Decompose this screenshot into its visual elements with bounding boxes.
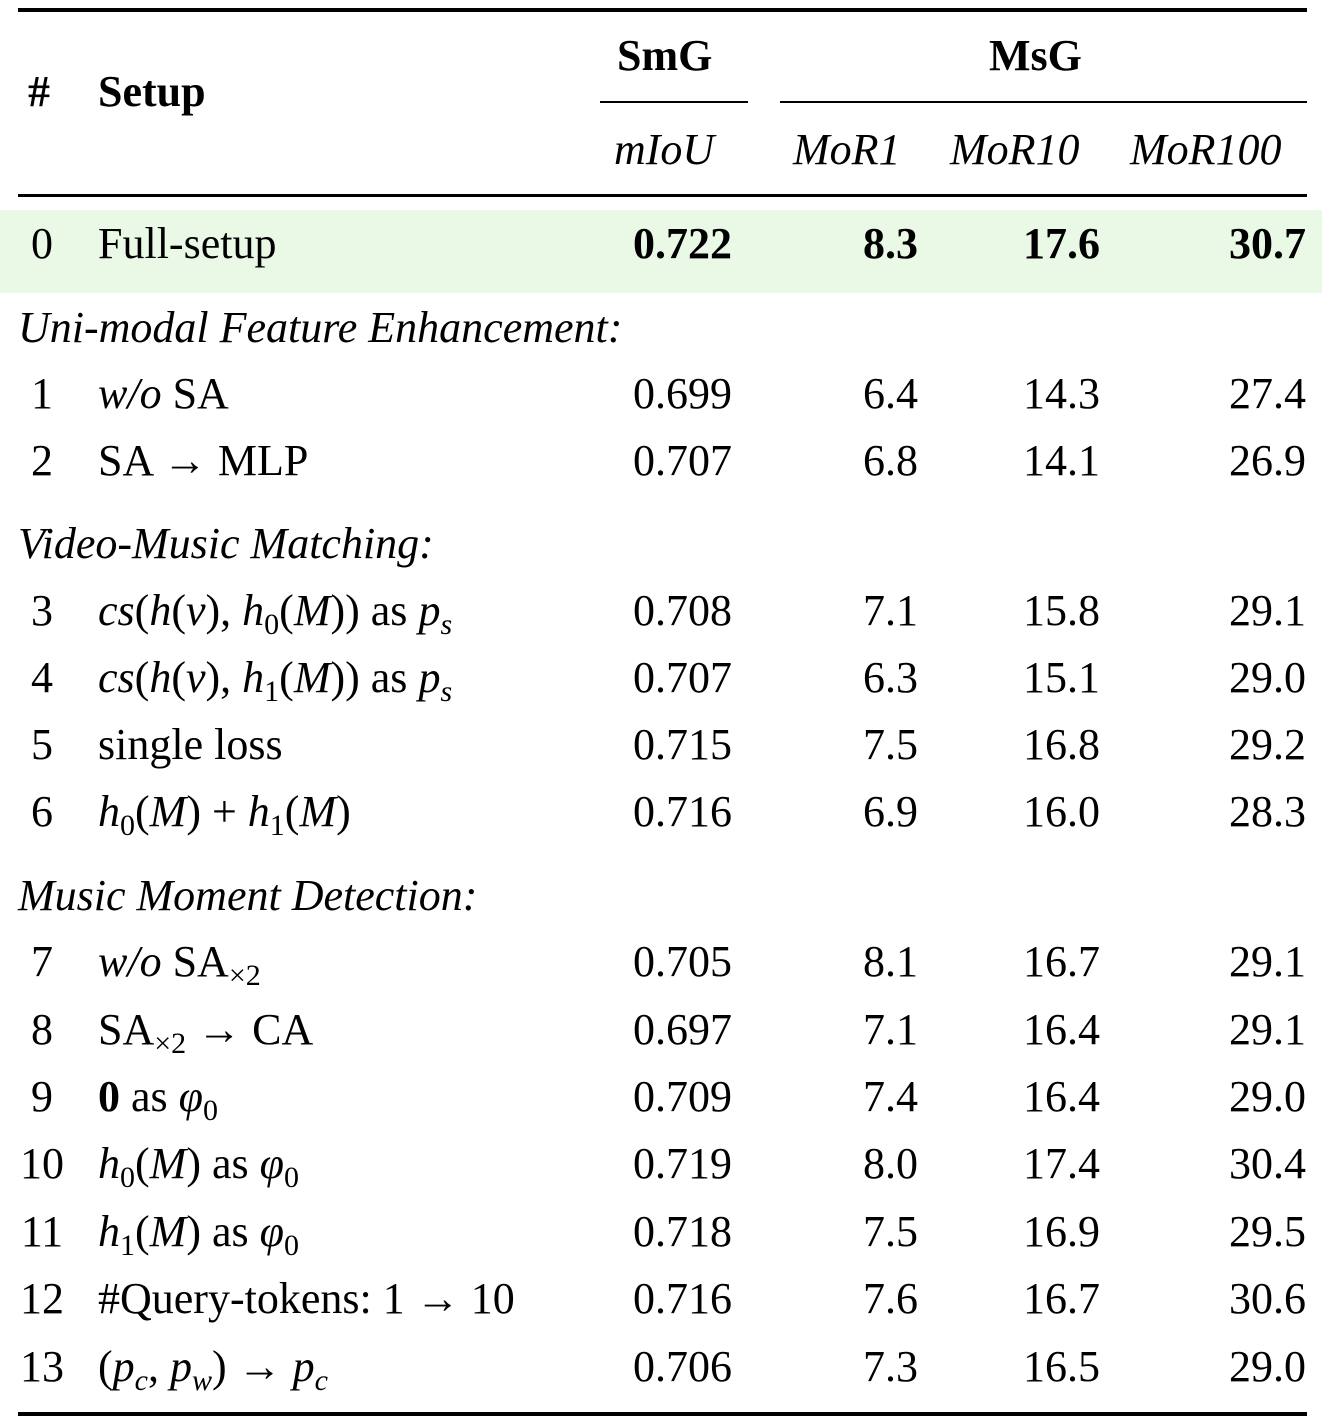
section-music-moment: Music Moment Detection:	[18, 871, 478, 920]
row-5-miou: 0.715	[633, 720, 732, 769]
section-video-music: Video-Music Matching:	[18, 519, 434, 568]
row-8-setup: $SA_{\times 2}$ → CA	[98, 1005, 314, 1060]
row-2-mor1: 6.8	[863, 436, 918, 485]
row-3-mor10: 15.8	[1023, 586, 1100, 635]
top-rule	[18, 8, 1307, 12]
header-msg: MsG	[989, 31, 1082, 80]
row-2-miou: 0.707	[633, 436, 732, 485]
row-0-miou: 0.722	[633, 219, 732, 268]
row-0-setup: Full-setup	[98, 219, 277, 268]
row-4-mor10: 15.1	[1023, 653, 1100, 702]
row-2-mor10: 14.1	[1023, 436, 1100, 485]
row-12-miou: 0.716	[633, 1274, 732, 1323]
row-7-setup: w/o $SA_{\times 2}$	[98, 937, 261, 992]
section-uni-modal: Uni-modal Feature Enhancement:	[18, 303, 623, 352]
row-9-mor10: 16.4	[1023, 1072, 1100, 1121]
row-13-id: 13	[20, 1342, 64, 1391]
header-smg: SmG	[617, 31, 713, 80]
row-1-id: 1	[31, 369, 53, 418]
row-12-id: 12	[20, 1274, 64, 1323]
row-10-id: 10	[20, 1139, 64, 1188]
row-9-id: 9	[31, 1072, 53, 1121]
row-1-mor10: 14.3	[1023, 369, 1100, 418]
row-3-id: 3	[31, 586, 53, 635]
mid-rule	[18, 194, 1307, 197]
row-5-id: 5	[31, 720, 53, 769]
row-11-id: 11	[20, 1207, 64, 1256]
row-9-setup: 0 as $\varphi_0$	[98, 1072, 218, 1127]
row-10-mor10: 17.4	[1023, 1139, 1100, 1188]
row-5-mor10: 16.8	[1023, 720, 1100, 769]
row-13-mor10: 16.5	[1023, 1342, 1100, 1391]
header-mor1: MoR1	[793, 125, 901, 174]
row-6-miou: 0.716	[633, 787, 732, 836]
row-2-mor100: 26.9	[1229, 436, 1306, 485]
row-2-setup: SA → MLP	[98, 436, 309, 485]
row-13-setup: ($p_c$, $p_w) \to p_c$	[98, 1342, 328, 1397]
row-10-miou: 0.719	[633, 1139, 732, 1188]
row-6-mor100: 28.3	[1229, 787, 1306, 836]
bottom-rule	[18, 1412, 1307, 1416]
row-11-miou: 0.718	[633, 1207, 732, 1256]
row-1-mor100: 27.4	[1229, 369, 1306, 418]
row-0-mor1: 8.3	[863, 219, 918, 268]
header-mor10: MoR10	[950, 125, 1080, 174]
row-8-mor10: 16.4	[1023, 1005, 1100, 1054]
row-3-mor1: 7.1	[863, 586, 918, 635]
row-6-mor1: 6.9	[863, 787, 918, 836]
row-8-id: 8	[31, 1005, 53, 1054]
row-7-mor100: 29.1	[1229, 937, 1306, 986]
header-setup: Setup	[98, 67, 206, 116]
row-10-mor1: 8.0	[863, 1139, 918, 1188]
row-7-mor10: 16.7	[1023, 937, 1100, 986]
row-4-mor1: 6.3	[863, 653, 918, 702]
row-9-miou: 0.709	[633, 1072, 732, 1121]
row-7-mor1: 8.1	[863, 937, 918, 986]
row-1-miou: 0.699	[633, 369, 732, 418]
row-2-id: 2	[31, 436, 53, 485]
row-5-mor100: 29.2	[1229, 720, 1306, 769]
row-12-mor1: 7.6	[863, 1274, 918, 1323]
header-hash: #	[28, 67, 50, 116]
row-12-setup: #Query-tokens: 1 → 10	[98, 1274, 515, 1323]
row-1-setup: w/o SA	[98, 369, 229, 418]
row-9-mor1: 7.4	[863, 1072, 918, 1121]
row-7-id: 7	[31, 937, 53, 986]
row-1-mor1: 6.4	[863, 369, 918, 418]
row-5-setup: single loss	[98, 720, 283, 769]
row-11-setup: $h_1(M)$ as $\varphi_0$	[98, 1207, 299, 1262]
row-11-mor10: 16.9	[1023, 1207, 1100, 1256]
header-miou: mIoU	[614, 125, 715, 174]
row-6-setup: $h_0(M) + h_1(M)$	[98, 787, 351, 842]
msg-cmidrule	[780, 101, 1307, 103]
row-8-mor100: 29.1	[1229, 1005, 1306, 1054]
row-12-mor100: 30.6	[1229, 1274, 1306, 1323]
row-8-mor1: 7.1	[863, 1005, 918, 1054]
row-6-id: 6	[31, 787, 53, 836]
row-3-setup: cs(h(v), $h_0(M)$) as $p_s$	[98, 586, 453, 641]
row-3-mor100: 29.1	[1229, 586, 1306, 635]
row-10-setup: $h_0(M)$ as $\varphi_0$	[98, 1139, 299, 1194]
row-9-mor100: 29.0	[1229, 1072, 1306, 1121]
row-13-miou: 0.706	[633, 1342, 732, 1391]
row-13-mor1: 7.3	[863, 1342, 918, 1391]
row-12-mor10: 16.7	[1023, 1274, 1100, 1323]
row-11-mor100: 29.5	[1229, 1207, 1306, 1256]
row-0-mor10: 17.6	[1023, 219, 1100, 268]
row-3-miou: 0.708	[633, 586, 732, 635]
row-6-mor10: 16.0	[1023, 787, 1100, 836]
row-4-id: 4	[31, 653, 53, 702]
row-4-setup: cs(h(v), $h_1(M)$) as $p_s$	[98, 653, 453, 708]
row-8-miou: 0.697	[633, 1005, 732, 1054]
row-4-miou: 0.707	[633, 653, 732, 702]
header-mor100: MoR100	[1130, 125, 1282, 174]
row-0-id: 0	[31, 219, 53, 268]
smg-cmidrule	[600, 101, 748, 103]
row-4-mor100: 29.0	[1229, 653, 1306, 702]
row-7-miou: 0.705	[633, 937, 732, 986]
row-0-mor100: 30.7	[1229, 219, 1306, 268]
row-5-mor1: 7.5	[863, 720, 918, 769]
row-11-mor1: 7.5	[863, 1207, 918, 1256]
row-10-mor100: 30.4	[1229, 1139, 1306, 1188]
row-13-mor100: 29.0	[1229, 1342, 1306, 1391]
